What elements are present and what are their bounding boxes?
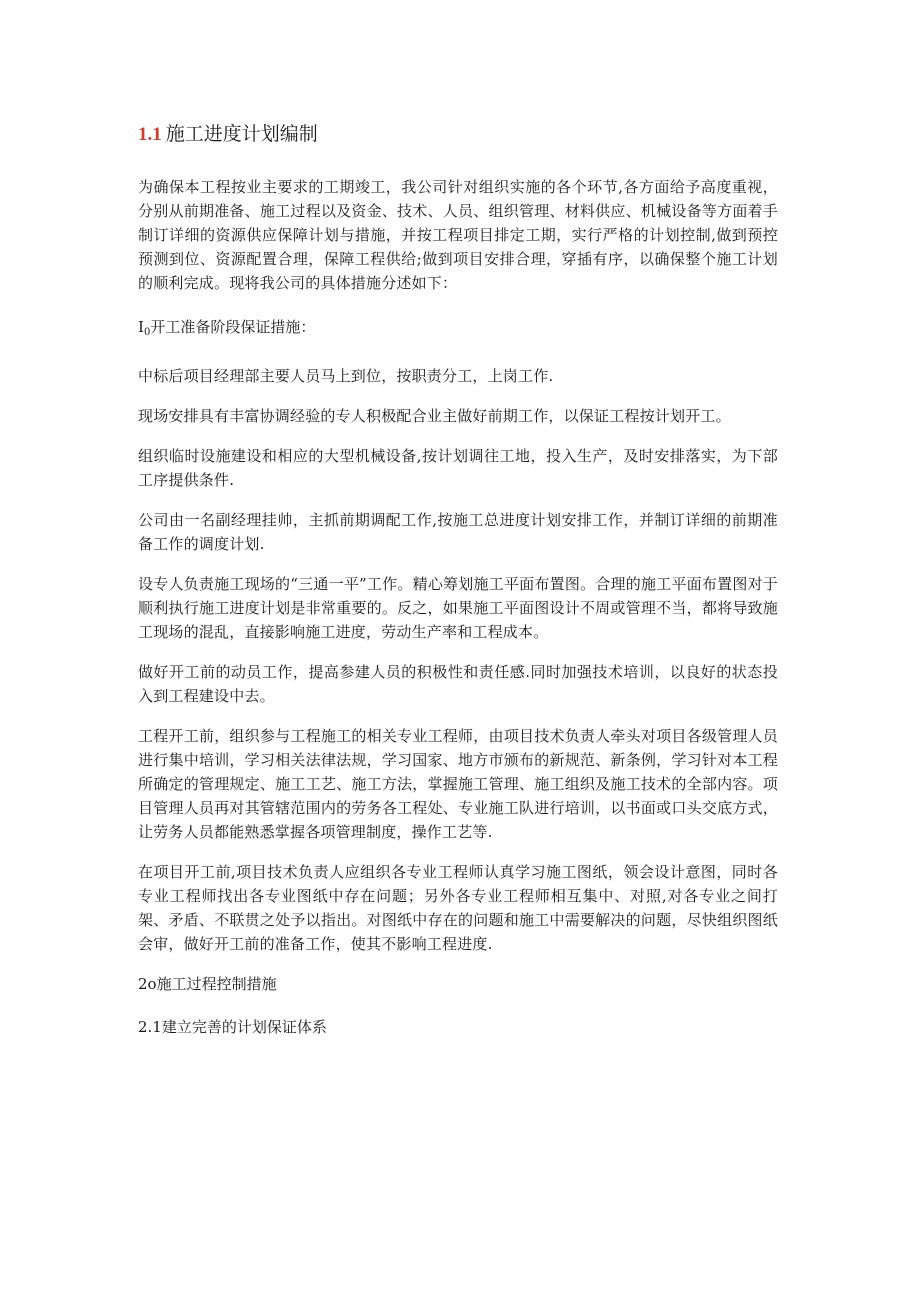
stage1-paragraph: 组织临时设施建设和相应的大型机械设备,按计划调往工地，投入生产，及时安排落实，为下部工序提供条件. [138,447,778,489]
stage2-1-heading: 2.1建立完善的计划保证体系 [138,1018,327,1036]
stage1-paragraph: 工程开工前，组织参与工程施工的相关专业工程师，由项目技术负责人牵头对项目各级管理人员进行集中培训，学习相关法律法规，学习国家、地方市颁布的新规范、新条例，学习针对本工程所确定的管理规定、施工工艺、施工方法，掌握施工管理、施工组织及施工技术的全部内容。项目管理人员再对其管辖范围内的劳务各工程处、专业施工队进行培训，以书面或口头交底方式，让劳务人员都能熟悉掌握各项管理制度，操作工艺等. [138,727,778,841]
stage1-paragraph: 在项目开工前,项目技术负责人应组织各专业工程师认真学习施工图纸，领会设计意图，同时各专业工程师找出各专业图纸中存在问题；另外各专业工程师相互集中、对照,对各专业之间打架、矛盾、不联贯之处予以指出。对图纸中存在的问题和施工中需要解决的问题，尽快组织图纸会审，做好开工前的准备工作，使其不影响工程进度. [138,863,778,953]
stage1-paragraph: 中标后项目经理部主要人员马上到位，按职责分工，上岗工作. [138,367,554,385]
document-body [138,120,778,1058]
stage2-heading: 2o施工过程控制措施 [138,975,277,993]
section-number: 1.1 [138,124,162,145]
intro-paragraph: 为确保本工程按业主要求的工期竣工，我公司针对组织实施的各个环节,各方面给予高度重视，分别从前期准备、施工过程以及资金、技术、人员、组织管理、材料供应、机械设备等方面着手制订详细的资源供应保障计划与措施，并按工程项目排定工期，实行严格的计划控制,做到预控预测到位、资源配置合理，保障工程供给;做到项目安排合理，穿插有序，以确保整个施工计划的顺利完成。现将我公司的具体措施分述如下： [138,178,778,292]
stage1-subscript: 0 [143,327,151,338]
stage1-heading [138,315,778,345]
stage1-paragraph: 现场安排具有丰富协调经验的专人积极配合业主做好前期工作，以保证工程按计划开工。 [138,407,731,425]
section-heading [138,120,778,149]
stage1-prefix: I [138,318,144,336]
stage1-paragraph: 设专人负责施工现场的“三通一平”工作。精心筹划施工平面布置图。合理的施工平面布置图对于顺利执行施工进度计划是非常重要的。反之，如果施工平面图设计不周或管理不当，都将导致施工现场的混乱，直接影响施工进度，劳动生产率和工程成本。 [138,575,778,641]
stage1-paragraph: 公司由一名副经理挂帅，主抓前期调配工作,按施工总进度计划安排工作，并制订详细的前期准备工作的调度计划. [138,511,778,553]
stage1-title: 开工准备阶段保证措施： [150,318,316,336]
section-title: 施工进度计划编制 [165,123,318,145]
stage1-paragraph: 做好开工前的动员工作，提高参建人员的积极性和责任感.同时加强技术培训，以良好的状态投入到工程建设中去。 [138,663,778,705]
